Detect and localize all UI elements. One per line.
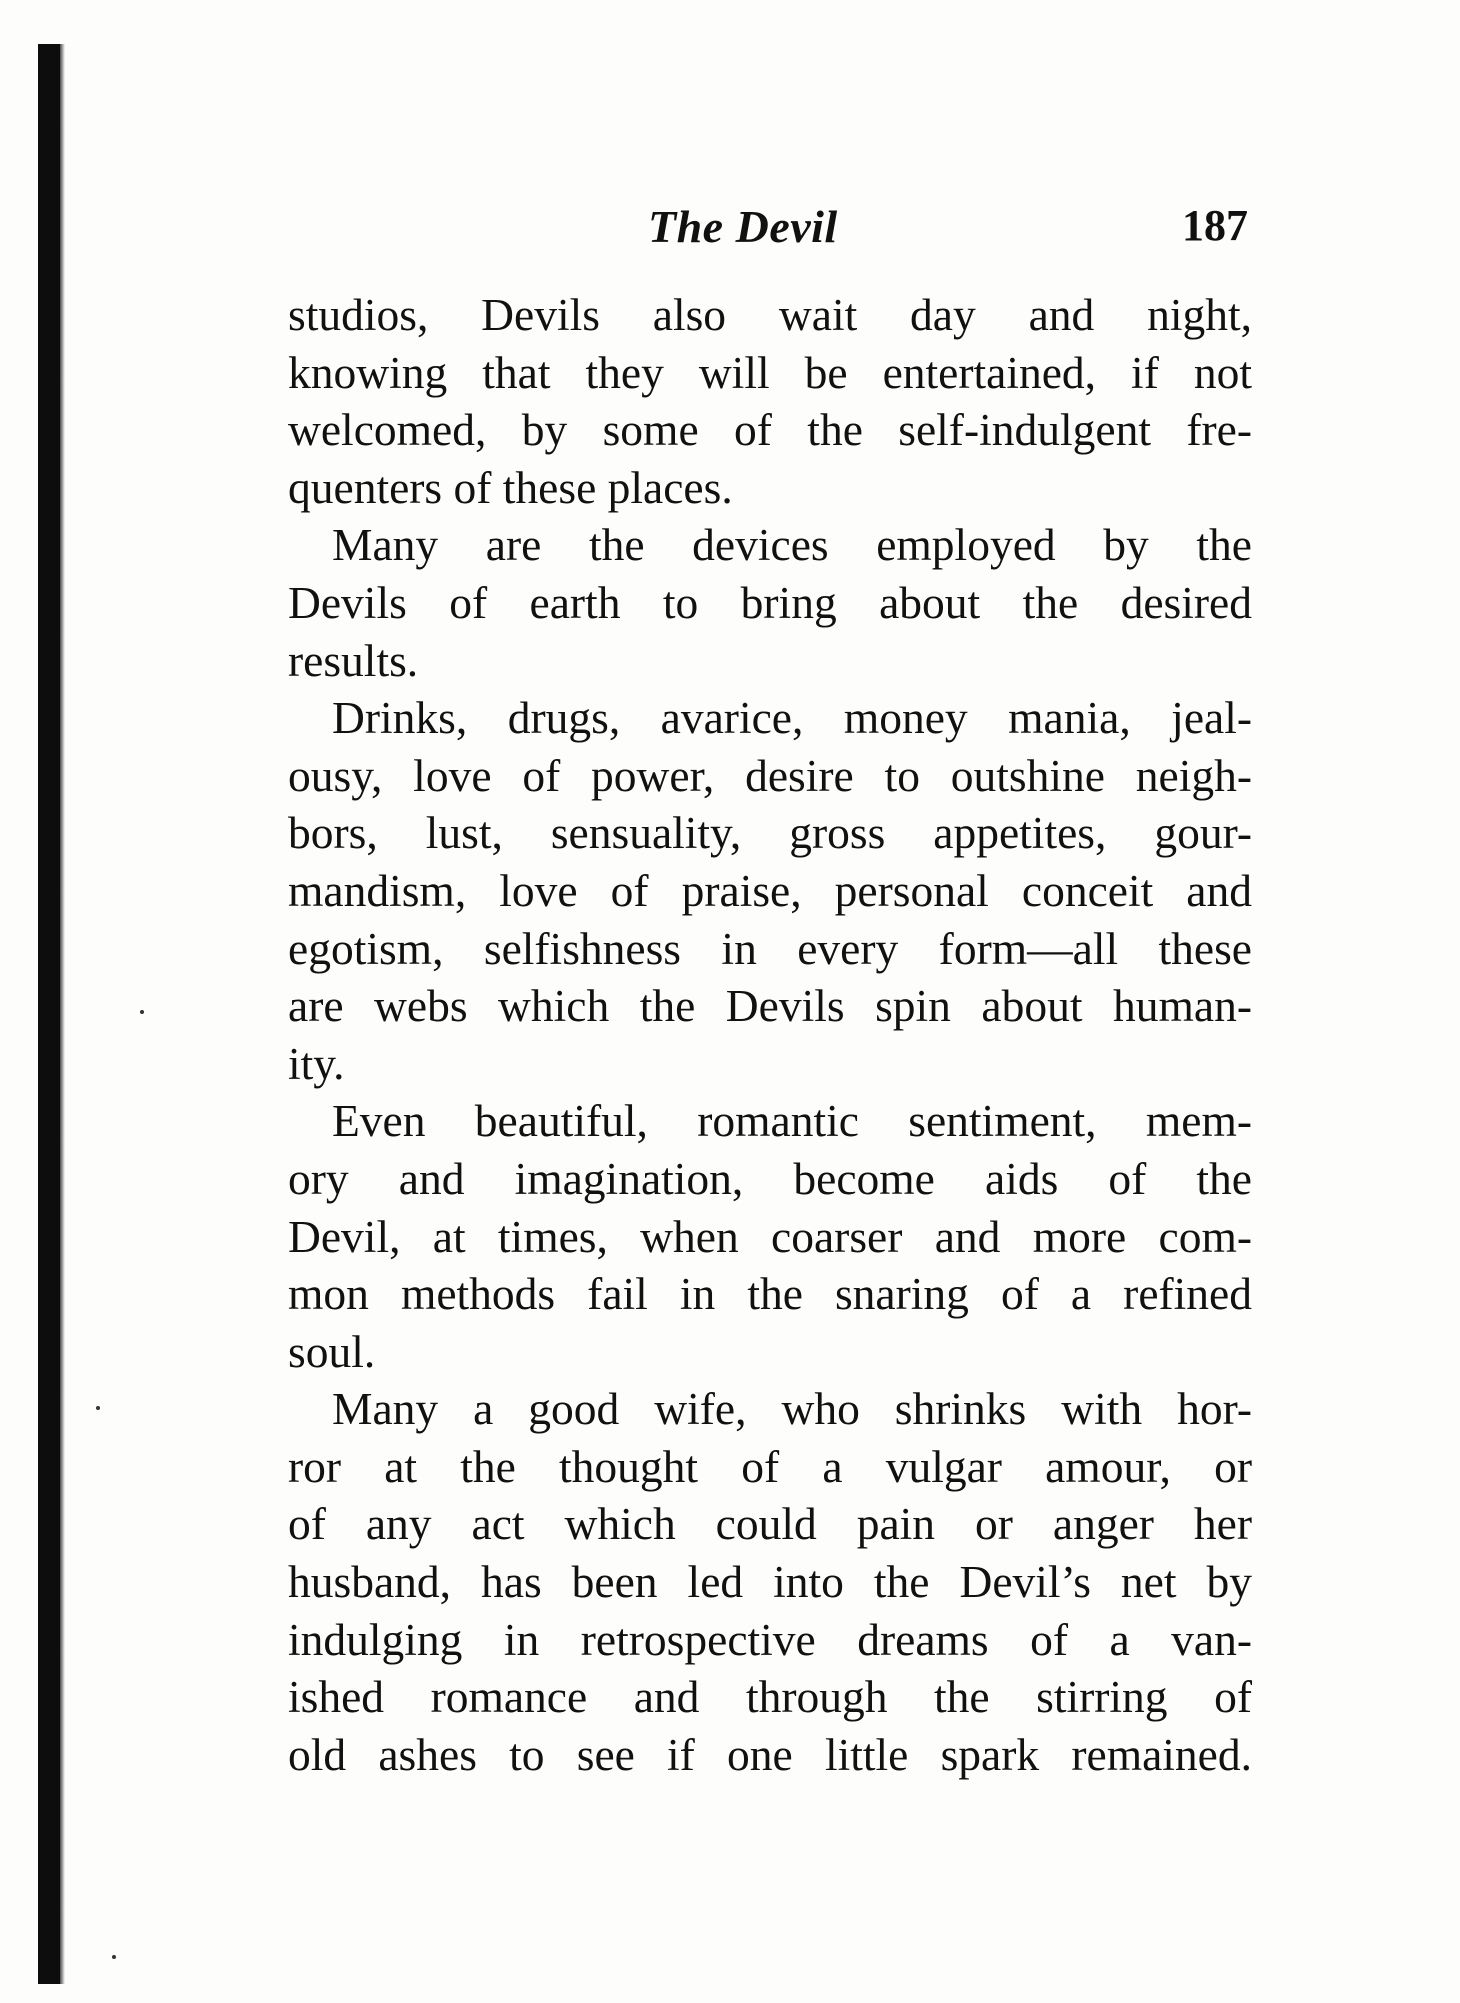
text-line: ror at the thought of a vulgar amour, or — [288, 1440, 1252, 1492]
scan-speck — [112, 1955, 116, 1959]
paragraph — [288, 1092, 1252, 1380]
text-line: Many are the devices employed by the — [332, 519, 1252, 571]
text-line: soul. — [288, 1325, 376, 1377]
text-line: ousy, love of power, desire to outshine neigh- — [288, 749, 1252, 801]
text-line: bors, lust, sensuality, gross appetites, gour- — [288, 807, 1252, 859]
text-line: knowing that they will be entertained, if not — [288, 346, 1252, 398]
body-text — [288, 286, 1252, 1783]
text-line: Devil, at times, when coarser and more com- — [288, 1210, 1252, 1262]
text-line: Drinks, drugs, avarice, money mania, jeal- — [332, 692, 1252, 744]
scan-speck — [140, 1010, 144, 1014]
text-line: indulging in retrospective dreams of a van- — [288, 1613, 1252, 1665]
text-line: egotism, selfishness in every form—all these — [288, 922, 1252, 974]
running-header — [290, 200, 1250, 270]
running-title: The Devil — [648, 201, 838, 252]
paragraph — [288, 689, 1252, 1092]
page-spine-fade — [60, 44, 65, 1984]
text-line: quenters of these places. — [288, 461, 733, 513]
text-line: ory and imagination, become aids of the — [288, 1152, 1252, 1204]
text-line: ished romance and through the stirring of — [288, 1671, 1252, 1723]
text-line: Many a good wife, who shrinks with hor- — [332, 1383, 1252, 1435]
page-number: 187 — [1182, 201, 1248, 250]
text-line: studios, Devils also wait day and night, — [288, 289, 1252, 340]
text-line: ity. — [288, 1037, 345, 1089]
text-line: results. — [288, 634, 419, 686]
text-line: husband, has been led into the Devil’s net by — [288, 1556, 1252, 1608]
page-spine-shadow — [38, 44, 60, 1984]
text-line: of any act which could pain or anger her — [288, 1498, 1252, 1550]
paragraph — [288, 286, 1252, 516]
text-line: Devils of earth to bring about the desired — [288, 576, 1252, 628]
text-line: are webs which the Devils spin about human- — [288, 980, 1252, 1032]
text-line: welcomed, by some of the self-indulgent fre- — [288, 404, 1252, 456]
text-line: old ashes to see if one little spark remained. — [288, 1728, 1252, 1780]
text-line: mandism, love of praise, personal conceit and — [288, 864, 1252, 916]
paragraph — [288, 1380, 1252, 1783]
paragraph — [288, 516, 1252, 689]
text-line: mon methods fail in the snaring of a refined — [288, 1268, 1252, 1320]
scan-speck — [96, 1406, 100, 1410]
text-line: Even beautiful, romantic sentiment, mem- — [332, 1095, 1252, 1147]
